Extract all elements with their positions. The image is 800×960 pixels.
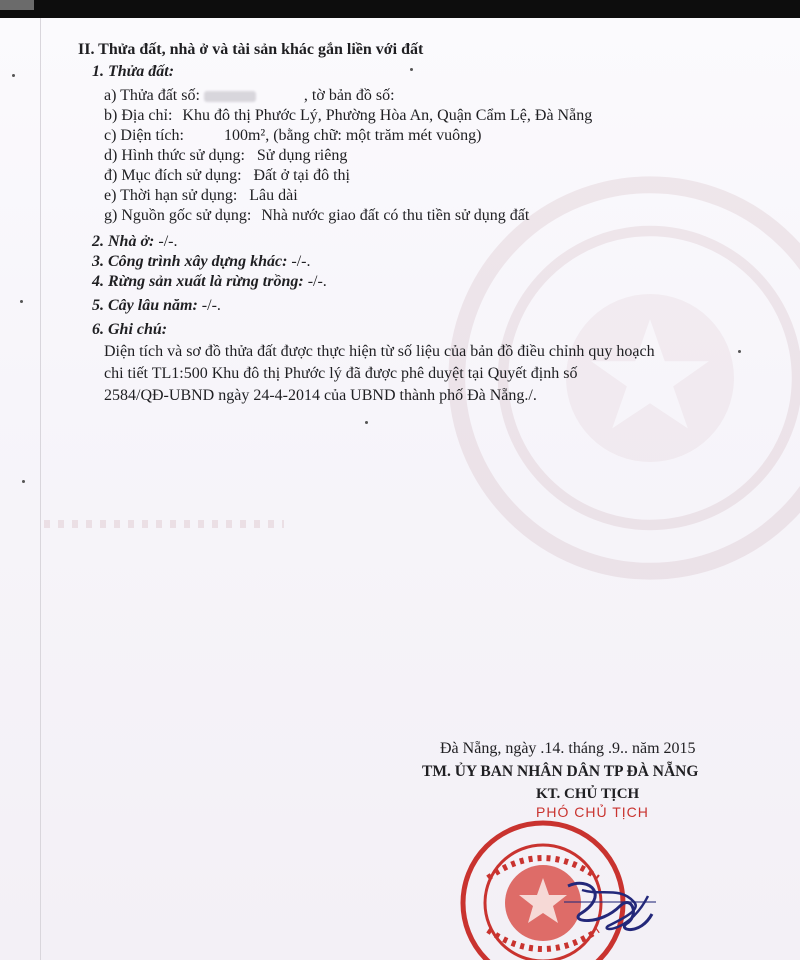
forest-heading: 4. Rừng sản xuất là rừng trồng: [92,273,304,290]
handwritten-signature-icon [560,866,660,942]
usage-purpose-label: đ) Mục đích sử dụng: [104,167,242,184]
usage-form-label: d) Hình thức sử dụng: [104,147,245,164]
scan-dot [22,480,25,483]
land-row-g [104,206,529,226]
perennial-trees-value: -/-. [201,297,221,314]
usage-term-label: e) Thời hạn sử dụng: [104,187,238,204]
usage-term-value: Lâu dài [249,187,298,204]
land-row-e [104,186,298,206]
section-heading: II. Thửa đất, nhà ở và tài sản khác gắn liền với đất [78,41,424,58]
margin-line [40,18,41,960]
perennial-trees-heading: 5. Cây lâu năm: [92,297,198,314]
notes-line-2: chi tiết TL1:500 Khu đô thị Phước lý đã được phê duyệt tại Quyết định số [104,365,578,382]
scan-dot [410,68,413,71]
other-works-row [92,252,311,272]
other-works-heading: 3. Công trình xây dựng khác: [92,253,288,270]
issuing-organization: TM. ỦY BAN NHÂN DÂN TP ĐÀ NẴNG [422,763,699,780]
land-row-b [104,106,592,126]
land-heading: 1. Thửa đất: [92,63,175,80]
scan-dot [365,421,368,424]
notes-heading: 6. Ghi chú: [92,321,168,338]
area-label: c) Diện tích: [104,127,184,144]
address-label: b) Địa chỉ: [104,107,173,124]
land-row-dd [104,166,350,186]
house-heading: 2. Nhà ở: [92,233,155,250]
other-works-value: -/-. [291,253,311,270]
redacted-plot-number [204,91,256,102]
stamp-role-title: PHÓ CHỦ TỊCH [536,804,649,820]
signer-role: KT. CHỦ TỊCH [536,786,640,802]
perennial-trees-row [92,296,221,316]
document-page [0,18,800,960]
land-row-c [104,126,481,146]
notes-line-3: 2584/QĐ-UBND ngày 24-4-2014 của UBND thành phố Đà Nẵng./. [104,387,537,404]
scan-dot [12,74,15,77]
notes-line-1: Diện tích và sơ đồ thửa đất được thực hiện từ số liệu của bản đồ điều chỉnh quy hoạch [104,343,655,360]
scan-dot [738,350,741,353]
scan-dot [20,300,23,303]
house-value: -/-. [158,233,178,250]
land-row-a [104,86,395,106]
origin-label: g) Nguồn gốc sử dụng: [104,207,252,224]
land-plot-number-label: a) Thửa đất số: [104,87,200,104]
origin-value: Nhà nước giao đất có thu tiền sử dụng đất [261,207,530,224]
address-value: Khu đô thị Phước Lý, Phường Hòa An, Quận Cẩm Lệ, Đà Nẵng [182,107,593,124]
house-row [92,232,177,252]
bleed-through-marks [44,520,284,528]
land-row-d [104,146,347,166]
land-map-sheet-label: , tờ bản đồ số: [303,87,395,104]
forest-row [92,272,327,292]
usage-form-value: Sử dụng riêng [256,147,348,164]
signing-date: Đà Nẵng, ngày .14. tháng .9.. năm 2015 [440,740,696,757]
top-dark-edge [0,0,800,18]
forest-value: -/-. [307,273,327,290]
area-value: 100m², (bằng chữ: một trăm mét vuông) [223,127,482,144]
usage-purpose-value: Đất ở tại đô thị [253,167,350,184]
